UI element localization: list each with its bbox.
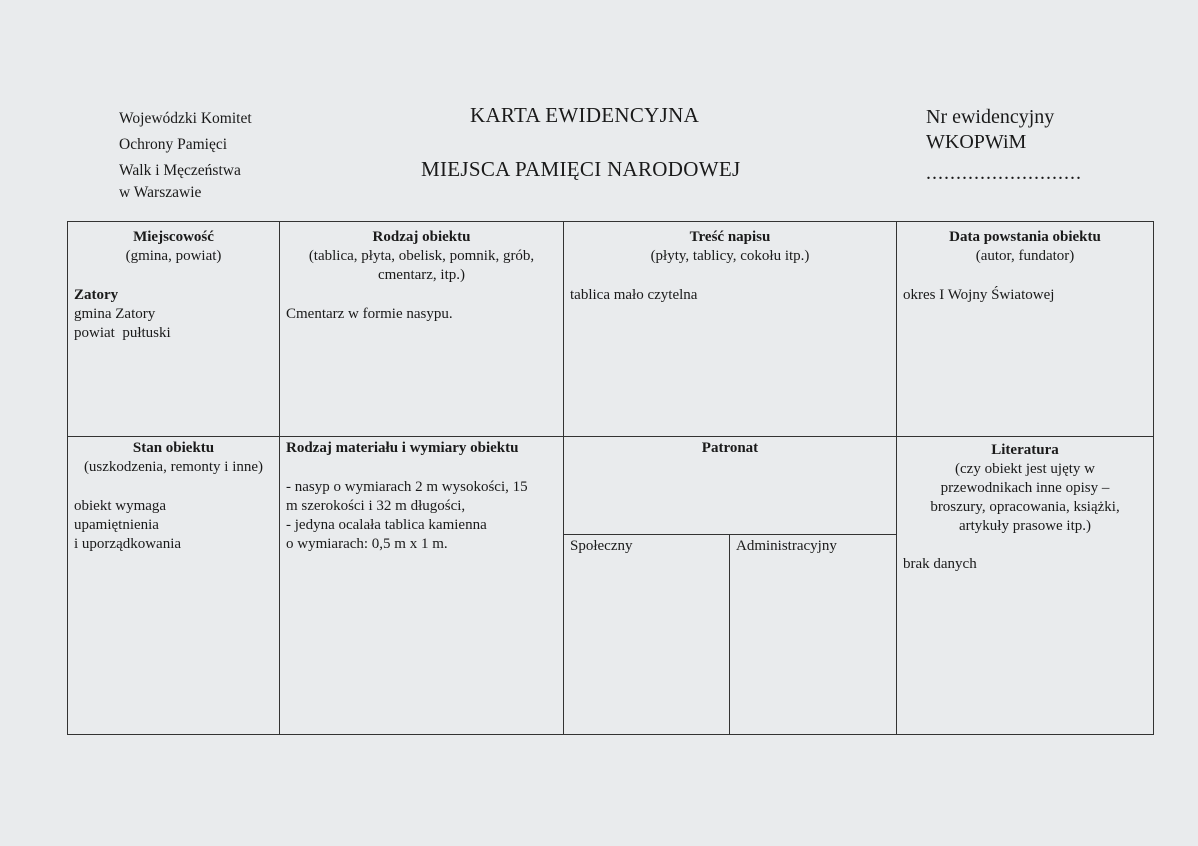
locality-commune: gmina Zatory [74, 306, 156, 322]
date-value: okres I Wojny Światowej [903, 287, 1055, 303]
literature-sub-3: broszury, opracowania, książki, [930, 499, 1120, 515]
card-table [67, 221, 1154, 735]
institution-name [119, 108, 252, 204]
object-type-subheading: (tablica, płyta, obelisk, pomnik, grób, cmentarz, itp.) [308, 248, 535, 283]
literature-value: brak danych [903, 556, 977, 572]
inscription-heading: Treść napisu [689, 229, 771, 245]
locality-heading: Miejscowość [133, 229, 214, 245]
patronage-administrative-label: Administracyjny [736, 538, 837, 554]
material-line-3: - jedyna ocalała tablica kamienna [286, 517, 487, 533]
literature-sub-2: przewodnikach inne opisy – [940, 480, 1110, 496]
card-subtitle: MIEJSCA PAMIĘCI NARODOWEJ [421, 157, 741, 181]
institution-line-3: Walk i Męczeństwa [119, 162, 241, 179]
inscription-subheading: (płyty, tablicy, cokołu itp.) [650, 248, 810, 264]
condition-heading: Stan obiektu [132, 440, 215, 456]
registry-org: WKOPWiM [926, 131, 1027, 153]
registry-number-field: .......................... [926, 162, 1082, 184]
object-type-heading: Rodzaj obiektu [372, 229, 471, 245]
registry-label: Nr ewidencyjny [926, 106, 1055, 128]
condition-line-3: i uporządkowania [74, 536, 182, 552]
divider [729, 534, 730, 734]
material-line-1: - nasyp o wymiarach 2 m wysokości, 15 [286, 479, 528, 495]
locality-county: powiat pułtuski [74, 325, 171, 341]
institution-line-4: w Warszawie [119, 184, 202, 201]
locality-value: Zatory [74, 287, 119, 303]
date-heading: Data powstania obiektu [949, 229, 1101, 245]
material-heading: Rodzaj materiału i wymiary obiektu [286, 440, 519, 456]
literature-sub-1: (czy obiekt jest ujęty w [955, 461, 1095, 477]
divider [279, 222, 280, 734]
patronage-social-label: Społeczny [570, 538, 633, 554]
condition-subheading: (uszkodzenia, remonty i inne) [83, 459, 264, 475]
literature-sub-4: artykuły prasowe itp.) [958, 518, 1092, 534]
institution-line-2: Ochrony Pamięci [119, 136, 228, 153]
locality-subheading: (gmina, powiat) [125, 248, 222, 264]
condition-line-1: obiekt wymaga [74, 498, 167, 514]
literature-heading: Literatura [991, 442, 1059, 458]
condition-line-2: upamiętnienia [74, 517, 159, 533]
card-title: KARTA EWIDENCYJNA [470, 103, 700, 127]
inscription-value: tablica mało czytelna [570, 287, 698, 303]
date-subheading: (autor, fundator) [975, 248, 1075, 264]
material-line-4: o wymiarach: 0,5 m x 1 m. [286, 536, 448, 552]
divider [563, 222, 564, 734]
divider [563, 534, 896, 535]
object-type-value: Cmentarz w formie nasypu. [286, 306, 453, 322]
material-line-2: m szerokości i 32 m długości, [286, 498, 466, 514]
patronage-heading: Patronat [701, 440, 759, 456]
institution-line-1: Wojewódzki Komitet [119, 110, 252, 127]
divider [68, 436, 1153, 437]
